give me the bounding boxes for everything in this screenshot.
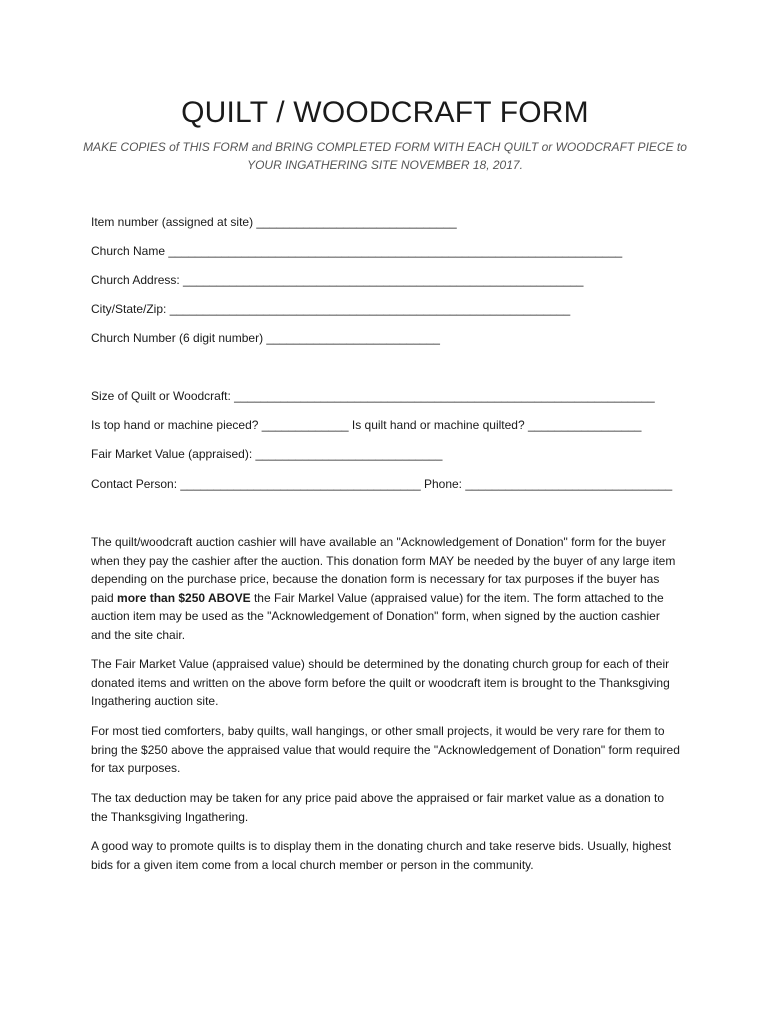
size-field[interactable]: Size of Quilt or Woodcraft: _______________________________________________________________: [91, 389, 655, 403]
paragraph-acknowledgement-emphasis: more than $250 ABOVE: [117, 590, 251, 605]
church-number-field[interactable]: Church Number (6 digit number) __________________________: [91, 331, 440, 345]
paragraph-tax-deduction: The tax deduction may be taken for any price paid above the appraised or fair market value as a donation to the Thanksgiving Ingathering.: [91, 791, 665, 824]
paragraph-acknowledgement: [91, 533, 681, 645]
pieced-quilted-field[interactable]: Is top hand or machine pieced? _____________ Is quilt hand or machine quilted? _________________: [91, 418, 642, 432]
instructions-line-1: MAKE COPIES of THIS FORM and BRING COMPLETED FORM WITH EACH QUILT or WOODCRAFT PIECE to: [83, 140, 687, 154]
paragraph-acknowledgement-text-1: The quilt/woodcraft auction cashier will have available an "Acknowledgement of Donation" form for the buyer when they pay the cashier after the auction. This donation form MAY be needed by the buyer of any large item depending on the purchase price, because the donation form is necessary for tax purposes if the buyer has paid: [91, 535, 676, 605]
instructions-line-2: YOUR INGATHERING SITE NOVEMBER 18, 2017.: [247, 158, 523, 172]
paragraph-promotion: A good way to promote quilts is to display them in the donating church and take reserve bids. Usually, highest bids for a given item come from a local church member or person in the community.: [91, 839, 672, 872]
form-instructions: [80, 138, 690, 174]
church-name-field[interactable]: Church Name ____________________________________________________________________: [91, 244, 623, 258]
church-address-field[interactable]: Church Address: ____________________________________________________________: [91, 273, 584, 287]
fair-market-value-field[interactable]: Fair Market Value (appraised): ____________________________: [91, 447, 443, 461]
item-number-field[interactable]: Item number (assigned at site) ______________________________: [91, 215, 457, 229]
paragraph-small-projects: For most tied comforters, baby quilts, wall hangings, or other small projects, it would be very rare for them to bring the $250 above the appraised value that would require the "Acknowledgement of Donation" form required for tax purposes.: [91, 724, 680, 776]
form-title: QUILT / WOODCRAFT FORM: [181, 96, 589, 129]
paragraph-fair-market-value: The Fair Market Value (appraised value) should be determined by the donating church group for each of their donated items and written on the above form before the quilt or woodcraft item is brought to the Thanksgiving Ingathering auction site.: [91, 657, 670, 709]
paragraph-acknowledgement-text-2: the Fair Markel Value (appraised value) for the item. The form attached to the auction item may be used as the "Acknowledgement of Donation" form, when signed by the auction cashier and the site chair.: [91, 590, 664, 642]
contact-phone-field[interactable]: Contact Person: ____________________________________ Phone: _______________________________: [91, 477, 673, 491]
city-state-zip-field[interactable]: City/State/Zip: ____________________________________________________________: [91, 302, 571, 316]
